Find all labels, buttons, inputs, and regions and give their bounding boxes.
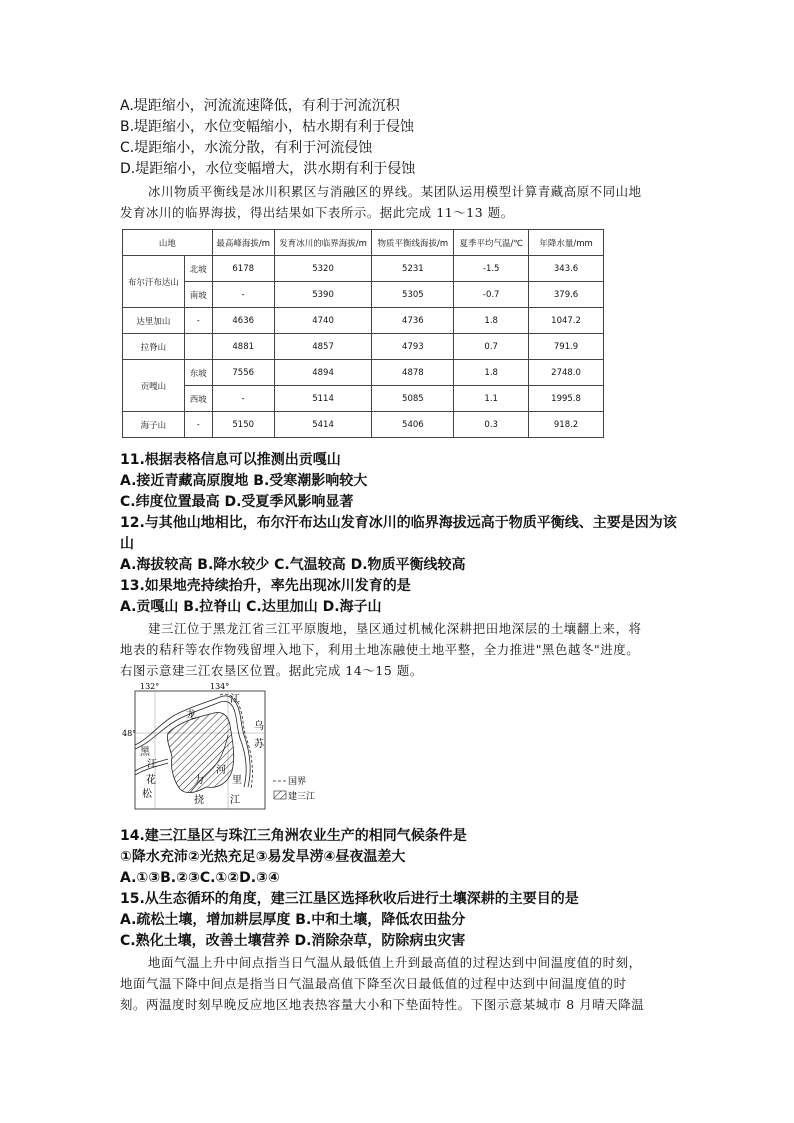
cell-precip: 1047.2: [529, 308, 604, 334]
map-label-su: 苏: [254, 739, 264, 750]
cell-critical: 4894: [274, 360, 372, 386]
lon-134-label: 134°: [210, 683, 230, 691]
cell-precip: 343.6: [529, 256, 604, 282]
header-temp: 夏季平均气温/℃: [454, 230, 529, 256]
header-balance: 物质平衡线海拔/m: [372, 230, 454, 256]
cell-mountain: 达里加山: [123, 308, 185, 334]
option-b: B.堤距缩小，水位变幅缩小，枯水期有利于侵蚀: [120, 119, 415, 135]
header-peak: 最高峰海拔/m: [212, 230, 274, 256]
q11-options-ab: A.接近青藏高原腹地 B.受寒潮影响较大: [120, 473, 368, 489]
cell-temp: 1.8: [454, 360, 529, 386]
cell-precip: 1995.8: [529, 386, 604, 412]
map-label-jiang-1: 江: [230, 694, 240, 705]
q14-stem: 14.建三江垦区与珠江三角洲农业生产的相同气候条件是: [120, 828, 467, 844]
q13-options: A.贡嘎山 B.拉脊山 C.达里加山 D.海子山: [120, 599, 382, 615]
table-row: [123, 386, 604, 412]
q11-options-cd: C.纬度位置最高 D.受夏季风影响显著: [120, 494, 354, 510]
q13-stem: 13.如果地壳持续抬升，率先出现冰川发育的是: [120, 578, 411, 594]
cell-slope: [184, 334, 212, 360]
cell-peak: 4881: [212, 334, 274, 360]
cell-slope: 南坡: [184, 282, 212, 308]
map-label-song: 松: [142, 789, 152, 800]
intro-temp-line1: 地面气温上升中间点指当日气温从最低值上升到最高值的过程达到中间温度值的时刻，: [148, 955, 642, 970]
cell-mountain: 贡嘎山: [123, 360, 185, 412]
option-a: A.堤距缩小，河流流速降低，有利于河流沉积: [120, 98, 400, 114]
cell-balance: 5305: [372, 282, 454, 308]
cell-balance: 4878: [372, 360, 454, 386]
intro-temp-line2: 地面气温下降中间点是指当日气温最高值下降至次日最低值的过程中达到中间温度值的时: [120, 976, 627, 991]
map-label-hua: 花: [146, 775, 156, 786]
cell-critical: 5414: [274, 412, 372, 438]
map-label-hei: 黑: [140, 747, 150, 758]
header-critical: 发育冰川的临界海拔/m: [274, 230, 372, 256]
q15-stem: 15.从生态循环的角度，建三江垦区选择秋收后进行土壤深耕的主要目的是: [120, 891, 579, 907]
cell-temp: 0.7: [454, 334, 529, 360]
glacier-table: [122, 229, 604, 438]
cell-critical: 5390: [274, 282, 372, 308]
jiansanjiang-map: [120, 683, 330, 813]
table-header-row: [123, 230, 604, 256]
q15-options-cd: C.熟化土壤，改善土壤营养 D.消除杂草，防除病虫灾害: [120, 933, 466, 949]
table-row: [123, 412, 604, 438]
table-row: [123, 334, 604, 360]
cell-balance: 4793: [372, 334, 454, 360]
cell-balance: 5231: [372, 256, 454, 282]
q15-options-ab: A.疏松土壤，增加耕层厚度 B.中和土壤，降低农田盐分: [120, 912, 466, 928]
q12-stem-line1: 12.与其他山地相比，布尔汗布达山发育冰川的临界海拔远高于物质平衡线、主要是因为该: [120, 515, 677, 531]
cell-mountain: 海子山: [123, 412, 185, 438]
cell-temp: -0.7: [454, 282, 529, 308]
map-label-jiang-3: 江: [230, 795, 240, 806]
intro-jsj-line1: 建三江位于黑龙江省三江平原腹地，垦区通过机械化深耕把田地深层的土壤翻上来，将: [148, 621, 642, 636]
intro-jsj-line3: 右图示意建三江农垦区位置。据此完成 14～15 题。: [120, 663, 423, 678]
map-label-li2: 里: [232, 775, 242, 786]
table-row: [123, 308, 604, 334]
cell-peak: 5150: [212, 412, 274, 438]
lat-48-label: 48°: [122, 729, 137, 738]
cell-mountain: 拉脊山: [123, 334, 185, 360]
legend-area-symbol: [274, 791, 286, 799]
cell-mountain: 布尔汗布达山: [123, 256, 185, 308]
option-c: C.堤距缩小，水流分散，有利于河流侵蚀: [120, 140, 373, 156]
q12-stem-line2: 山: [120, 536, 134, 552]
intro-temp-line3: 刻。两温度时刻早晚反应地区地表热容量大小和下垫面特性。下图示意某城市 8 月晴天降温: [120, 997, 645, 1012]
q11-stem: 11.根据表格信息可以推测出贡嘎山: [120, 452, 341, 468]
cell-peak: 6178: [212, 256, 274, 282]
map-label-wu: 乌: [254, 721, 264, 732]
cell-critical: 5320: [274, 256, 372, 282]
header-precip: 年降水量/mm: [529, 230, 604, 256]
intro-glacier-line1: 冰川物质平衡线是冰川积累区与消融区的界线。某团队运用模型计算青藏高原不同山地: [148, 184, 642, 199]
cell-slope: -: [184, 308, 212, 334]
cell-critical: 5114: [274, 386, 372, 412]
lon-132-label: 132°: [140, 683, 160, 691]
cell-slope: 东坡: [184, 360, 212, 386]
cell-balance: 5085: [372, 386, 454, 412]
map-label-jiang-2: 江: [147, 759, 157, 770]
cell-peak: 4636: [212, 308, 274, 334]
table-row: [123, 360, 604, 386]
cell-slope: 西坡: [184, 386, 212, 412]
cell-slope: -: [184, 412, 212, 438]
cell-balance: 5406: [372, 412, 454, 438]
table-row: [123, 282, 604, 308]
cell-peak: -: [212, 386, 274, 412]
map-label-li: 力: [194, 775, 204, 786]
cell-slope: 北坡: [184, 256, 212, 282]
map-label-nao: 挠: [194, 795, 204, 806]
map-label-he: 河: [216, 765, 226, 776]
legend-area-label: 建三江: [288, 792, 316, 802]
intro-jsj-line2: 地表的秸秆等农作物残留埋入地下，利用土地冻融使土地平整，全力推进"黑色越冬"进度。: [120, 642, 640, 657]
cell-peak: 7556: [212, 360, 274, 386]
q14-options: A.①③B.②③C.①②D.③④: [120, 870, 280, 886]
cell-precip: 379.6: [529, 282, 604, 308]
cell-precip: 2748.0: [529, 360, 604, 386]
q12-options: A.海拔较高 B.降水较少 C.气温较高 D.物质平衡线较高: [120, 557, 466, 573]
cell-temp: 0.3: [454, 412, 529, 438]
legend-border-label: 国界: [288, 777, 307, 787]
cell-balance: 4736: [372, 308, 454, 334]
cell-peak: -: [212, 282, 274, 308]
cell-temp: 1.1: [454, 386, 529, 412]
cell-temp: 1.8: [454, 308, 529, 334]
cell-precip: 918.2: [529, 412, 604, 438]
cell-critical: 4857: [274, 334, 372, 360]
header-mountain: 山地: [123, 230, 213, 256]
intro-glacier-line2: 发育冰川的临界海拔，得出结果如下表所示。据此完成 11～13 题。: [120, 205, 514, 220]
map-label-long: 龙: [186, 710, 196, 721]
q14-items: ①降水充沛②光热充足③易发旱涝④昼夜温差大: [120, 849, 406, 865]
table-row: [123, 256, 604, 282]
cell-temp: -1.5: [454, 256, 529, 282]
option-d: D.堤距缩小，水位变幅增大，洪水期有利于侵蚀: [120, 161, 416, 177]
cell-critical: 4740: [274, 308, 372, 334]
cell-precip: 791.9: [529, 334, 604, 360]
